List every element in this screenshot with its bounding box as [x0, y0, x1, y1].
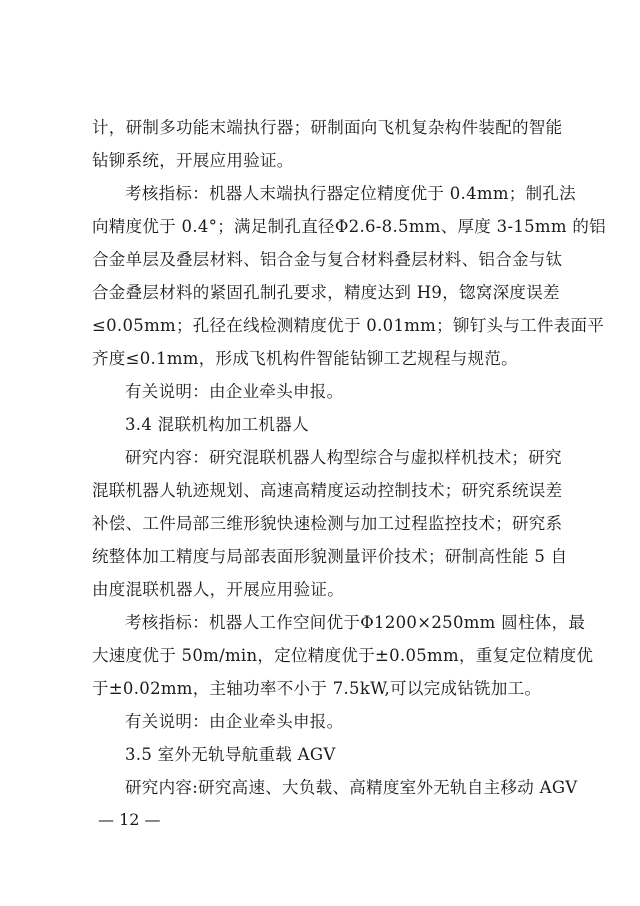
- paragraph-line: 向精度优于 0.4°；满足制孔直径Φ2.6-8.5mm、厚度 3-15mm 的铝: [92, 217, 606, 236]
- paragraph-line: 考核指标：机器人工作空间优于Φ1200×250mm 圆柱体，最: [125, 613, 586, 632]
- paragraph-line: 补偿、工件局部三维形貌快速检测与加工过程监控技术；研究系: [92, 514, 563, 533]
- paragraph-line: 齐度≤0.1mm，形成飞机构件智能钻铆工艺规程与规范。: [92, 349, 518, 368]
- paragraph-line: ≤0.05mm；孔径在线检测精度优于 0.01mm；铆钉头与工件表面平: [92, 316, 605, 335]
- paragraph-line: 研究内容:研究高速、大负载、高精度室外无轨自主移动 AGV: [125, 778, 578, 797]
- paragraph-line: 统整体加工精度与局部表面形貌测量评价技术；研制高性能 5 自: [92, 547, 568, 566]
- page-body: [92, 111, 606, 804]
- paragraph-line: 有关说明：由企业牵头申报。: [125, 712, 344, 731]
- paragraph-line: 计，研制多功能末端执行器；研制面向飞机复杂构件装配的智能: [92, 118, 563, 137]
- paragraph-line: 钻铆系统，开展应用验证。: [92, 151, 294, 170]
- paragraph-line: 考核指标：机器人末端执行器定位精度优于 0.4mm；制孔法: [125, 184, 576, 203]
- paragraph-line: 研究内容：研究混联机器人构型综合与虚拟样机技术；研究: [125, 448, 562, 467]
- paragraph-line: 合金叠层材料的紧固孔制孔要求，精度达到 H9，锪窝深度误差: [92, 283, 560, 302]
- paragraph-line: 有关说明：由企业牵头申报。: [125, 382, 344, 401]
- paragraph-line: 由度混联机器人，开展应用验证。: [92, 580, 344, 599]
- paragraph-line: 大速度优于 50m/min，定位精度优于±0.05mm，重复定位精度优: [92, 646, 594, 665]
- section-heading: 3.4 混联机构加工机器人: [125, 415, 309, 434]
- paragraph-line: 于±0.02mm，主轴功率不小于 7.5kW,可以完成钻铣加工。: [92, 679, 542, 698]
- section-heading: 3.5 室外无轨导航重载 AGV: [125, 745, 336, 764]
- paragraph-line: 混联机器人轨迹规划、高速高精度运动控制技术；研究系统误差: [92, 481, 563, 500]
- paragraph-line: 合金单层及叠层材料、铝合金与复合材料叠层材料、铝合金与钛: [92, 250, 563, 269]
- page-number: — 12 —: [98, 810, 161, 829]
